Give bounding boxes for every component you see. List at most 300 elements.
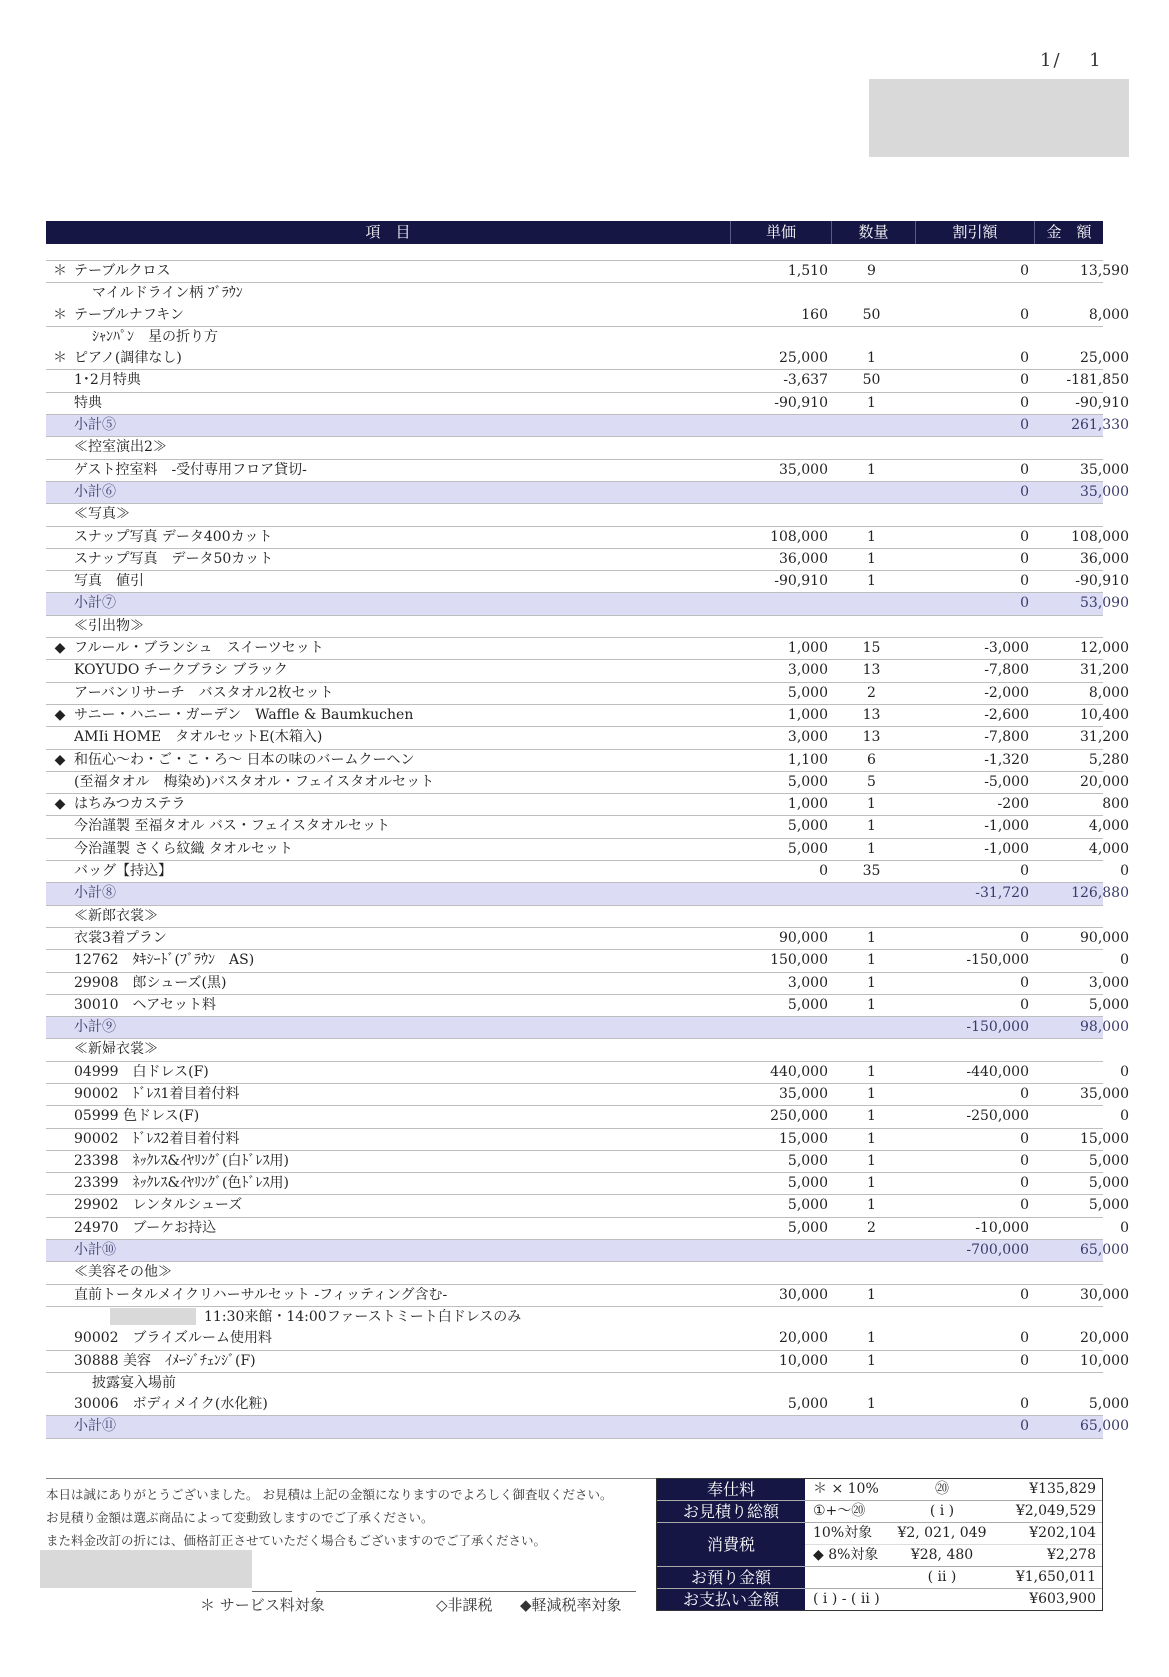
- row-item-name: [74, 1062, 730, 1083]
- table-row: [46, 1195, 1129, 1217]
- row-quantity: 13: [862, 662, 881, 679]
- row-amount: [1031, 616, 1131, 637]
- table-row: [46, 1328, 1129, 1350]
- row-discount: 0: [1020, 1130, 1029, 1147]
- row-amount: [1031, 1039, 1131, 1060]
- table-row: [46, 839, 1129, 861]
- table-row: [46, 616, 1103, 638]
- row-amount: 5,000: [1088, 1175, 1129, 1192]
- row-unit-price: 1,510: [787, 263, 828, 279]
- spacer-row: [46, 244, 1103, 261]
- table-row: [46, 1394, 1129, 1416]
- row-amount: 25,000: [1080, 350, 1129, 367]
- note-row: [46, 327, 1103, 348]
- row-amount: 65,000: [1080, 1418, 1129, 1435]
- row-mark: [46, 861, 74, 882]
- row-amount: 10,400: [1080, 706, 1129, 723]
- row-mark: [46, 1416, 74, 1437]
- table-row: [46, 683, 1129, 705]
- row-item-text: 30888 美容 ｲﾒｰｼﾞﾁｪﾝｼﾞ(F): [74, 1352, 256, 1369]
- row-discount: 0: [1020, 573, 1029, 590]
- row-item-name: [74, 1173, 730, 1194]
- row-mark: [46, 1240, 74, 1261]
- footer-line: お見積り金額は選ぶ商品によって変動致しますのでご了承ください。: [46, 1510, 434, 1525]
- row-item-name: [74, 816, 730, 837]
- row-discount: 0: [1020, 550, 1029, 567]
- row-amount: 20,000: [1080, 1330, 1129, 1347]
- row-mark: [46, 1151, 74, 1172]
- row-item-text: はちみつカステラ: [74, 796, 186, 813]
- row-discount: -7,800: [984, 729, 1029, 746]
- table-row: [46, 638, 1129, 660]
- row-unit-price: 440,000: [770, 1063, 828, 1080]
- row-item-name: [74, 1328, 730, 1349]
- row-unit-price: -90,910: [774, 394, 828, 411]
- row-item-text: サニー・ハニー・ガーデン Waffle & Baumkuchen: [74, 706, 414, 723]
- row-mark: [46, 995, 74, 1016]
- row-amount: 0: [1120, 863, 1129, 880]
- row-unit-price: 5,000: [787, 773, 828, 790]
- note-row: [46, 283, 1103, 304]
- table-row: [46, 816, 1129, 838]
- row-item-name: [74, 772, 730, 793]
- row-mark: [46, 1039, 74, 1060]
- table-row: [46, 861, 1129, 883]
- row-item-text: フルール・ブランシュ スイーツセット: [74, 640, 324, 657]
- row-mark: [46, 973, 74, 994]
- row-unit-price: 1,000: [787, 706, 828, 723]
- row-item-name: [74, 1151, 730, 1172]
- row-discount: -1,000: [984, 818, 1029, 835]
- row-item-text: 小計⑩: [74, 1242, 116, 1259]
- row-item-name: [74, 348, 730, 369]
- service-label: 奉仕料: [657, 1479, 805, 1500]
- row-mark: ◆: [54, 796, 66, 813]
- row-item-name: [74, 593, 730, 614]
- deposit-ref: ( ii ): [927, 1569, 957, 1585]
- header-amount: 金 額: [1046, 223, 1092, 241]
- row-mark: [46, 1084, 74, 1105]
- row-item-name: [74, 660, 730, 681]
- row-discount: 0: [1020, 372, 1029, 389]
- row-discount: -200: [997, 796, 1029, 813]
- row-unit-price: 30,000: [779, 1286, 828, 1303]
- footer-notes: [46, 1478, 656, 1552]
- deposit-row: [657, 1567, 1102, 1589]
- table-row: [46, 1062, 1129, 1084]
- row-item-name: [74, 750, 730, 771]
- row-item-text: ≪写真≫: [74, 506, 130, 523]
- table-row: [46, 928, 1129, 950]
- row-item-text: 29902 レンタルシューズ: [74, 1197, 243, 1214]
- row-discount: 0: [1020, 1330, 1029, 1347]
- row-unit-price: 20,000: [779, 1330, 828, 1347]
- row-unit-price: 5,000: [787, 1175, 828, 1192]
- row-quantity: 1: [867, 818, 876, 835]
- row-quantity: [830, 616, 913, 637]
- row-discount: [931, 283, 1049, 304]
- row-item-name: [74, 638, 730, 659]
- row-mark: [46, 1195, 74, 1216]
- table-row: [46, 660, 1129, 682]
- row-item-text: 11:30来館・14:00ファーストミート白ドレスのみ: [204, 1308, 522, 1325]
- row-unit-price: [730, 593, 830, 614]
- row-unit-price: [730, 1240, 830, 1261]
- row-unit-price: [748, 283, 848, 304]
- table-row: [46, 1218, 1129, 1240]
- page-number: 1/ 1: [1040, 50, 1103, 71]
- row-quantity: [830, 437, 913, 458]
- row-amount: 8,000: [1088, 684, 1129, 701]
- row-discount: 0: [1020, 1152, 1029, 1169]
- row-mark: [46, 660, 74, 681]
- row-discount: -2,600: [984, 706, 1029, 723]
- row-mark: [46, 616, 74, 637]
- total-ref: ( i ): [929, 1503, 955, 1519]
- row-amount: 0: [1120, 1108, 1129, 1125]
- row-quantity: 1: [867, 840, 876, 857]
- table-row: [46, 1351, 1129, 1373]
- row-amount: 0: [1120, 1063, 1129, 1080]
- estimate-table: [46, 221, 1129, 1439]
- legend-taxfree: ◇非課税: [436, 1596, 493, 1614]
- row-quantity: 15: [862, 640, 881, 657]
- tax10-row: [805, 1523, 1102, 1545]
- row-mark: ◆: [54, 640, 66, 657]
- row-item-text: 23398 ﾈｯｸﾚｽ&ｲﾔﾘﾝｸﾞ(白ﾄﾞﾚｽ用): [74, 1152, 289, 1169]
- row-mark: [46, 370, 74, 391]
- row-amount: [1031, 906, 1131, 927]
- row-mark: [46, 1106, 74, 1127]
- row-quantity: [830, 1262, 913, 1283]
- row-discount: [913, 906, 1031, 927]
- row-quantity: [848, 283, 931, 304]
- row-item-text: 30010 ヘアセット料: [74, 996, 216, 1013]
- row-amount: 10,000: [1080, 1352, 1129, 1369]
- row-item-name: [74, 460, 730, 481]
- row-quantity: 1: [867, 1108, 876, 1125]
- row-amount: 4,000: [1088, 818, 1129, 835]
- row-item-name: [74, 683, 730, 704]
- row-unit-price: [730, 415, 830, 436]
- row-item-text: 小計⑧: [74, 885, 116, 902]
- row-item-name: [74, 305, 730, 326]
- table-row: [46, 348, 1129, 370]
- row-unit-price: 5,000: [787, 1197, 828, 1214]
- tax8-base: ¥28, 480: [910, 1547, 974, 1563]
- row-quantity: 1: [867, 1396, 876, 1413]
- row-quantity: 1: [867, 929, 876, 946]
- row-mark: [46, 1173, 74, 1194]
- divider: [316, 1591, 636, 1592]
- row-mark: [46, 1129, 74, 1150]
- row-amount: 35,000: [1080, 461, 1129, 478]
- row-quantity: 1: [867, 1352, 876, 1369]
- row-unit-price: 1,000: [787, 796, 828, 813]
- row-unit-price: 5,000: [787, 1396, 828, 1413]
- row-mark: [46, 1062, 74, 1083]
- row-mark: [46, 1017, 74, 1038]
- total-row: [657, 1501, 1102, 1523]
- row-mark: [46, 415, 74, 436]
- row-unit-price: [730, 1039, 830, 1060]
- row-discount: [913, 616, 1031, 637]
- table-row: [46, 571, 1129, 593]
- header-qty: 数量: [832, 221, 916, 244]
- row-item-text: ゲスト控室料 -受付専用フロア貸切-: [74, 461, 307, 478]
- row-unit-price: 15,000: [779, 1130, 828, 1147]
- row-item-name: [74, 437, 730, 458]
- row-unit-price: 160: [801, 306, 828, 323]
- table-row: [46, 973, 1129, 995]
- row-mark: [46, 1307, 74, 1328]
- row-mark: ＊: [53, 350, 67, 367]
- row-mark: [46, 593, 74, 614]
- redacted-block: [869, 79, 1129, 157]
- row-discount: 0: [1020, 1286, 1029, 1303]
- row-unit-price: 5,000: [787, 684, 828, 701]
- subtotal-row: [46, 415, 1129, 437]
- row-item-name: [74, 705, 730, 726]
- row-quantity: 35: [862, 863, 881, 880]
- row-unit-price: [730, 906, 830, 927]
- row-mark: [46, 527, 74, 548]
- row-discount: 0: [1020, 263, 1029, 279]
- row-amount: [1031, 437, 1131, 458]
- row-amount: 800: [1102, 796, 1129, 813]
- table-row: [46, 950, 1129, 972]
- row-unit-price: -90,910: [774, 573, 828, 590]
- row-unit-price: [730, 1262, 830, 1283]
- row-mark: [46, 327, 74, 348]
- row-item-name: [74, 616, 730, 637]
- row-quantity: [830, 415, 913, 436]
- row-quantity: 1: [867, 796, 876, 813]
- payment-row: [657, 1589, 1102, 1610]
- row-unit-price: 35,000: [779, 461, 828, 478]
- row-mark: [46, 1285, 74, 1306]
- row-discount: -31,720: [975, 885, 1029, 902]
- row-quantity: [830, 593, 913, 614]
- table-row: [46, 705, 1129, 727]
- total-desc: ①+～⑳: [813, 1503, 866, 1519]
- row-item-text: 披露宴入場前: [92, 1374, 176, 1391]
- service-amount: ¥135,829: [1029, 1481, 1096, 1497]
- row-quantity: 1: [867, 1152, 876, 1169]
- row-unit-price: 250,000: [770, 1108, 828, 1125]
- row-quantity: [830, 906, 913, 927]
- row-amount: 0: [1120, 1219, 1129, 1236]
- row-item-text: ≪新婦衣裳≫: [74, 1041, 158, 1058]
- row-mark: ◆: [54, 751, 66, 768]
- row-quantity: 2: [867, 684, 876, 701]
- table-row: [46, 1084, 1129, 1106]
- note-row: [46, 1307, 1103, 1328]
- row-item-text: 24970 ブーケお持込: [74, 1219, 217, 1236]
- row-item-text: ピアノ(調律なし): [74, 350, 182, 367]
- row-amount: 90,000: [1080, 929, 1129, 946]
- row-amount: 98,000: [1080, 1019, 1129, 1036]
- note-row: [46, 1373, 1103, 1394]
- row-item-text: スナップ写真 データ50カット: [74, 550, 274, 567]
- row-item-name: [74, 415, 730, 436]
- table-row: [46, 370, 1129, 392]
- row-discount: -150,000: [966, 952, 1029, 969]
- row-amount: 20,000: [1080, 773, 1129, 790]
- row-quantity: [830, 1307, 913, 1328]
- row-mark: [46, 482, 74, 503]
- row-item-name: [74, 883, 730, 904]
- table-row: [46, 527, 1129, 549]
- row-quantity: 1: [867, 394, 876, 411]
- table-row: [46, 1039, 1103, 1061]
- row-unit-price: 5,000: [787, 1152, 828, 1169]
- row-amount: [1049, 327, 1149, 348]
- row-item-name: [74, 1394, 730, 1415]
- row-item-text: ｼｬﾝﾊﾟﾝ 星の折り方: [92, 328, 218, 345]
- row-item-text: ≪引出物≫: [74, 617, 144, 634]
- footer-line: また料金改訂の折には、価格訂正させていただく場合もございますのでご了承ください。: [46, 1533, 547, 1548]
- row-item-text: 23399 ﾈｯｸﾚｽ&ｲﾔﾘﾝｸﾞ(色ﾄﾞﾚｽ用): [74, 1175, 289, 1192]
- row-discount: [913, 1039, 1031, 1060]
- row-mark: [46, 1373, 74, 1394]
- row-mark: [46, 1328, 74, 1349]
- row-item-name: [74, 861, 730, 882]
- row-item-text: テーブルクロス: [74, 263, 171, 279]
- row-item-text: KOYUDO チークブラシ ブラック: [74, 662, 288, 679]
- row-mark: [46, 928, 74, 949]
- row-quantity: 1: [867, 1130, 876, 1147]
- row-unit-price: 3,000: [787, 729, 828, 746]
- row-item-name: [74, 1240, 730, 1261]
- row-discount: 0: [1020, 863, 1029, 880]
- row-quantity: 1: [867, 996, 876, 1013]
- row-quantity: 1: [867, 1197, 876, 1214]
- table-row: [46, 437, 1103, 459]
- tax10-amount: ¥202,104: [1029, 1525, 1096, 1541]
- row-discount: -150,000: [966, 1019, 1029, 1036]
- row-unit-price: [730, 482, 830, 503]
- row-item-name: [74, 727, 730, 748]
- row-mark: [46, 1218, 74, 1239]
- row-amount: 15,000: [1080, 1130, 1129, 1147]
- row-item-text: 1･2月特典: [74, 372, 141, 389]
- row-unit-price: -3,637: [783, 372, 828, 389]
- row-item-name: [74, 370, 730, 391]
- row-mark: [46, 727, 74, 748]
- row-discount: 0: [1020, 1175, 1029, 1192]
- table-row: [46, 305, 1129, 327]
- tax8-label: ◆ 8%対象: [813, 1547, 879, 1563]
- row-item-name: [74, 1351, 730, 1372]
- row-unit-price: 5,000: [787, 996, 828, 1013]
- row-amount: 13,590: [1080, 263, 1129, 279]
- row-quantity: [848, 327, 931, 348]
- row-unit-price: [730, 883, 830, 904]
- row-amount: 36,000: [1080, 550, 1129, 567]
- row-quantity: [830, 1416, 913, 1437]
- row-mark: [46, 950, 74, 971]
- row-quantity: 1: [867, 1286, 876, 1303]
- row-item-name: [74, 794, 730, 815]
- row-quantity: 1: [867, 1175, 876, 1192]
- table-row: [46, 1106, 1129, 1128]
- row-quantity: [830, 482, 913, 503]
- table-row: [46, 1285, 1129, 1307]
- row-item-name: [74, 1129, 730, 1150]
- row-amount: 30,000: [1080, 1286, 1129, 1303]
- row-item-text: 05999 色ドレス(F): [74, 1108, 200, 1125]
- row-unit-price: 5,000: [787, 818, 828, 835]
- subtotal-row: [46, 593, 1129, 615]
- row-discount: 0: [1020, 1418, 1029, 1435]
- row-item-name: [74, 950, 730, 971]
- row-mark: [46, 683, 74, 704]
- row-quantity: 1: [867, 528, 876, 545]
- row-unit-price: 108,000: [770, 528, 828, 545]
- row-amount: [1049, 1373, 1149, 1394]
- row-quantity: 1: [867, 550, 876, 567]
- row-discount: [913, 504, 1031, 525]
- row-item-text: 今治謹製 さくら紋織 タオルセット: [74, 840, 293, 857]
- row-mark: [46, 283, 74, 304]
- header-discount: 割引額: [916, 221, 1035, 244]
- row-discount: 0: [1020, 1396, 1029, 1413]
- row-discount: [931, 327, 1049, 348]
- row-discount: [913, 437, 1031, 458]
- redacted-block: [40, 1550, 252, 1588]
- row-unit-price: 0: [819, 863, 828, 880]
- tax8-row: [805, 1545, 1102, 1566]
- row-discount: -2,000: [984, 684, 1029, 701]
- row-amount: [1031, 1262, 1131, 1283]
- row-discount: 0: [1020, 417, 1029, 434]
- row-item-name: [74, 973, 730, 994]
- row-discount: [913, 1307, 1031, 1328]
- tax-group: [657, 1523, 1102, 1567]
- row-unit-price: 90,000: [779, 929, 828, 946]
- row-item-name: [74, 1285, 730, 1306]
- table-row: [46, 1151, 1129, 1173]
- row-amount: -181,850: [1066, 372, 1129, 389]
- row-unit-price: [748, 1373, 848, 1394]
- row-discount: 0: [1020, 306, 1029, 323]
- row-quantity: 1: [867, 350, 876, 367]
- header-item: 項 目: [46, 221, 731, 244]
- row-item-text: 04999 白ドレス(F): [74, 1063, 209, 1080]
- row-item-text: ≪美容その他≫: [74, 1264, 172, 1281]
- payment-label: お支払い金額: [657, 1589, 805, 1610]
- row-amount: 4,000: [1088, 840, 1129, 857]
- row-unit-price: 5,000: [787, 1219, 828, 1236]
- row-item-name: [74, 1195, 730, 1216]
- subtotal-row: [46, 1017, 1129, 1039]
- row-item-name: [74, 1373, 748, 1394]
- row-amount: 5,280: [1088, 751, 1129, 768]
- divider: [252, 1591, 292, 1592]
- row-quantity: 6: [867, 751, 876, 768]
- payment-amount: ¥603,900: [1029, 1591, 1096, 1607]
- row-item-text: アーバンリサーチ バスタオル2枚セット: [74, 684, 334, 701]
- row-quantity: 9: [867, 263, 876, 279]
- row-discount: [931, 1373, 1049, 1394]
- row-discount: 0: [1020, 996, 1029, 1013]
- subtotal-row: [46, 1416, 1129, 1438]
- row-discount: 0: [1020, 1085, 1029, 1102]
- row-mark: [46, 393, 74, 414]
- row-discount: 0: [1020, 974, 1029, 991]
- row-amount: 261,330: [1071, 417, 1129, 434]
